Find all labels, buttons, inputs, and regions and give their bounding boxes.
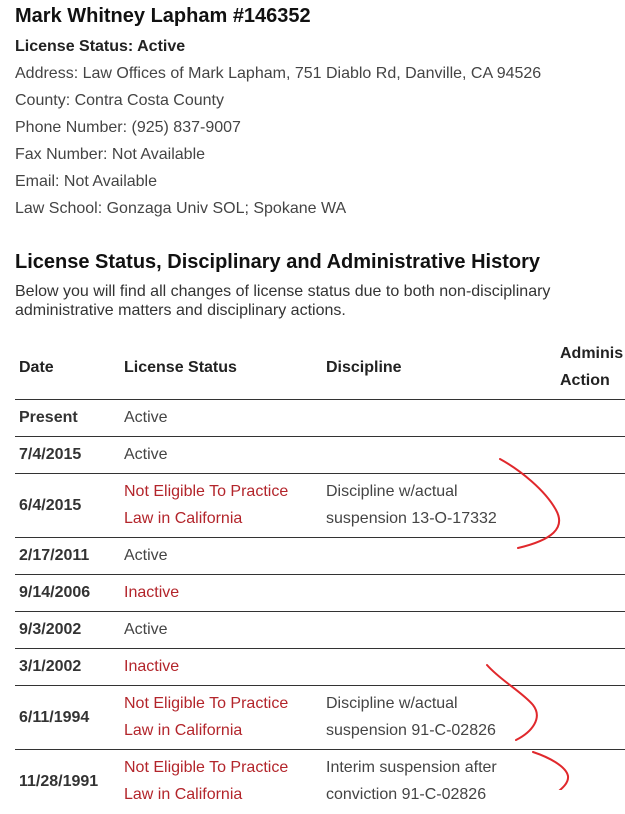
history-title: License Status, Disciplinary and Administrative History	[15, 251, 540, 273]
table-row	[0, 612, 625, 649]
table-row	[0, 400, 625, 437]
license-status-link[interactable]: Inactive	[124, 584, 180, 601]
row-date: 6/4/2015	[19, 497, 82, 514]
col-header-discipline: Discipline	[326, 359, 402, 376]
col-header-admin-line2: Action	[560, 372, 610, 389]
discipline-text: conviction 91-C-02826	[326, 786, 487, 803]
license-status-link[interactable]: Law in California	[124, 722, 243, 739]
address: Address: Law Offices of Mark Lapham, 751 Diablo Rd, Danville, CA 94526	[15, 65, 542, 82]
phone-number: Phone Number: (925) 837-9007	[15, 119, 241, 136]
license-status-link[interactable]: Law in California	[124, 510, 243, 527]
license-status-link[interactable]: Not Eligible To Practice	[124, 759, 289, 776]
page-title: Mark Whitney Lapham #146352	[15, 5, 311, 27]
discipline-text: Discipline w/actual	[326, 695, 458, 712]
license-status-link[interactable]: Not Eligible To Practice	[124, 695, 289, 712]
col-header-date: Date	[19, 359, 54, 376]
discipline-text: Discipline w/actual	[326, 483, 458, 500]
license-status-text: Active	[124, 547, 168, 564]
license-status-text: Active	[124, 409, 168, 426]
row-date: 7/4/2015	[19, 446, 82, 463]
discipline-text: Interim suspension after	[326, 759, 497, 776]
discipline-text: suspension 13-O-17332	[326, 510, 497, 527]
table-row	[0, 474, 625, 538]
row-date: 11/28/1991	[19, 773, 99, 790]
col-header-license-status: License Status	[124, 359, 237, 376]
col-header-admin-line1: Adminis	[560, 345, 624, 362]
fax-number: Fax Number: Not Available	[15, 146, 206, 163]
row-date: 9/14/2006	[19, 584, 91, 601]
table-row	[0, 437, 625, 474]
table-row	[0, 686, 625, 750]
law-school: Law School: Gonzaga Univ SOL; Spokane WA	[15, 200, 347, 217]
license-status-text: Active	[124, 621, 168, 638]
row-date: 9/3/2002	[19, 621, 82, 638]
row-date: 2/17/2011	[19, 547, 90, 564]
row-date: Present	[19, 409, 78, 426]
table-row	[0, 538, 625, 575]
row-date: 6/11/1994	[19, 709, 90, 726]
license-status-link[interactable]: Law in California	[124, 786, 243, 803]
table-row	[0, 649, 625, 686]
license-status-link[interactable]: Inactive	[124, 658, 180, 675]
license-status: License Status: Active	[15, 38, 186, 55]
history-description: Below you will find all changes of license status due to both non-disciplinary administrative matters and disciplinary actions.	[15, 283, 551, 319]
email: Email: Not Available	[15, 173, 157, 190]
row-date: 3/1/2002	[19, 658, 82, 675]
license-status-text: Active	[124, 446, 168, 463]
license-status-link[interactable]: Not Eligible To Practice	[124, 483, 289, 500]
county: County: Contra Costa County	[15, 92, 224, 109]
discipline-text: suspension 91-C-02826	[326, 722, 496, 739]
table-row	[0, 575, 625, 612]
table-row	[0, 750, 625, 814]
